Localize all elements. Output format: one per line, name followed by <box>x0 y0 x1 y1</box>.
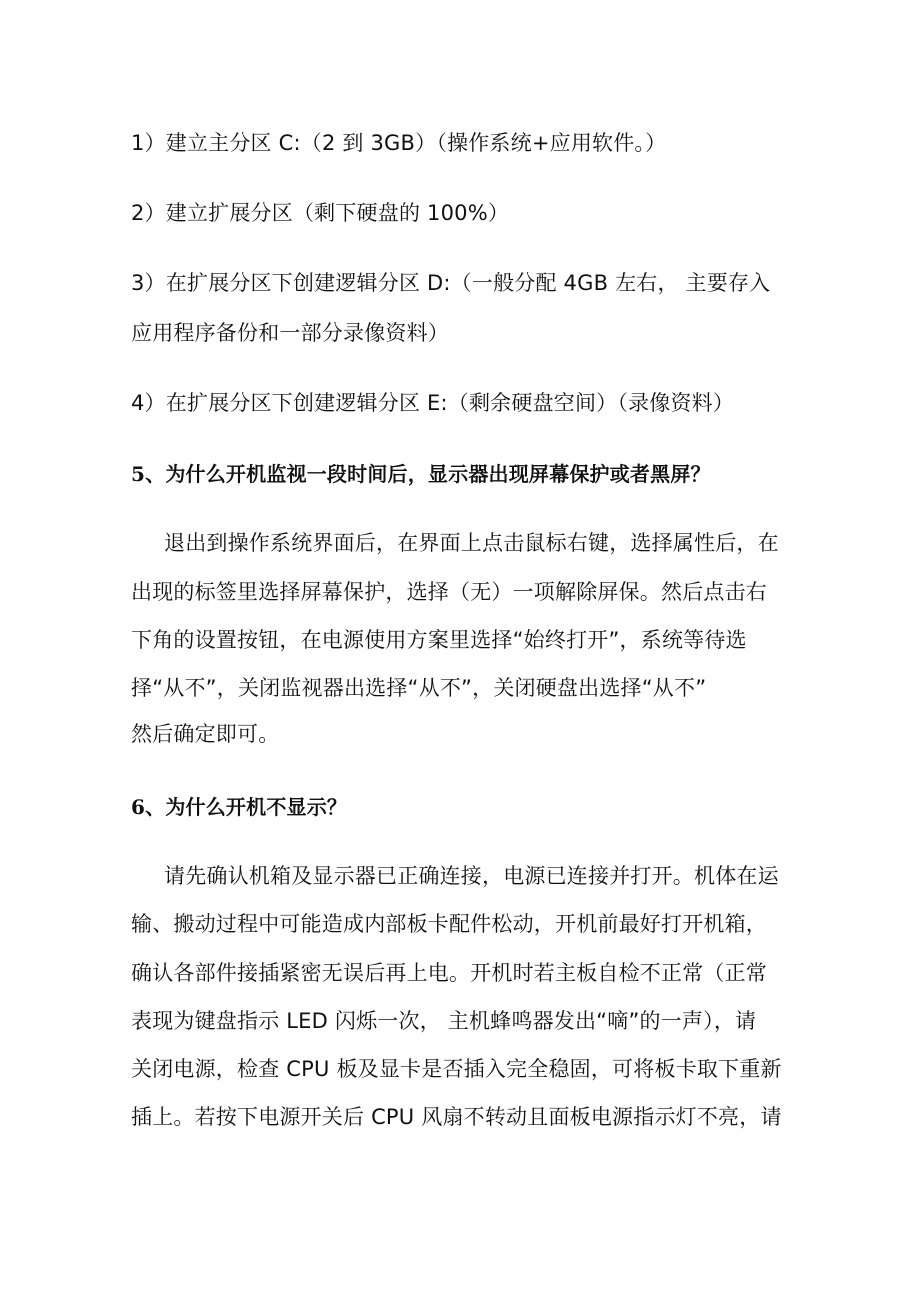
partition-item-1: 1）建立主分区 C:（2 到 3GB）（操作系统+应用软件。） <box>131 131 667 155</box>
partition-item-3: 3）在扩展分区下创建逻辑分区 D:（一般分配 4GB 左右， 主要存入 <box>131 271 771 295</box>
q5-paragraph-line-5: 然后确定即可。 <box>131 722 280 746</box>
q6-paragraph-line-6: 插上。若按下电源开关后 CPU 风扇不转动且面板电源指示灯不亮，请 <box>131 1105 782 1129</box>
q6-paragraph-line-4: 表现为键盘指示 LED 闪烁一次， 主机蜂鸣器发出“嘀”的一声），请 <box>131 1009 757 1033</box>
partition-item-2: 2）建立扩展分区（剩下硬盘的 100%） <box>131 201 510 225</box>
q6-heading: 6、为什么开机不显示？ <box>131 795 348 819</box>
q5-paragraph-line-4: 择“从不”，关闭监视器出选择“从不”，关闭硬盘出选择“从不” <box>131 676 707 700</box>
q6-paragraph-line-2: 输、搬动过程中可能造成内部板卡配件松动，开机前最好打开机箱， <box>131 912 767 936</box>
q5-paragraph-line-1: 退出到操作系统界面后，在界面上点击鼠标右键，选择属性后，在 <box>164 531 779 555</box>
q6-paragraph-line-1: 请先确认机箱及显示器已正确连接，电源已连接并打开。机体在运 <box>164 864 779 888</box>
q6-paragraph-line-3: 确认各部件接插紧密无误后再上电。开机时若主板自检不正常（正常 <box>131 961 767 985</box>
q6-paragraph-line-5: 关闭电源，检查 CPU 板及显卡是否插入完全稳固，可将板卡取下重新 <box>131 1057 782 1081</box>
q5-heading: 5、为什么开机监视一段时间后，显示器出现屏幕保护或者黑屏？ <box>131 462 711 486</box>
partition-item-4: 4）在扩展分区下创建逻辑分区 E:（剩余硬盘空间）（录像资料） <box>131 391 735 415</box>
partition-item-3-continued: 应用程序备份和一部分录像资料） <box>131 321 449 345</box>
q5-paragraph-line-3: 下角的设置按钮，在电源使用方案里选择“始终打开”，系统等待选 <box>131 628 747 652</box>
q5-paragraph-line-2: 出现的标签里选择屏幕保护，选择（无）一项解除屏保。然后点击右 <box>131 580 767 604</box>
